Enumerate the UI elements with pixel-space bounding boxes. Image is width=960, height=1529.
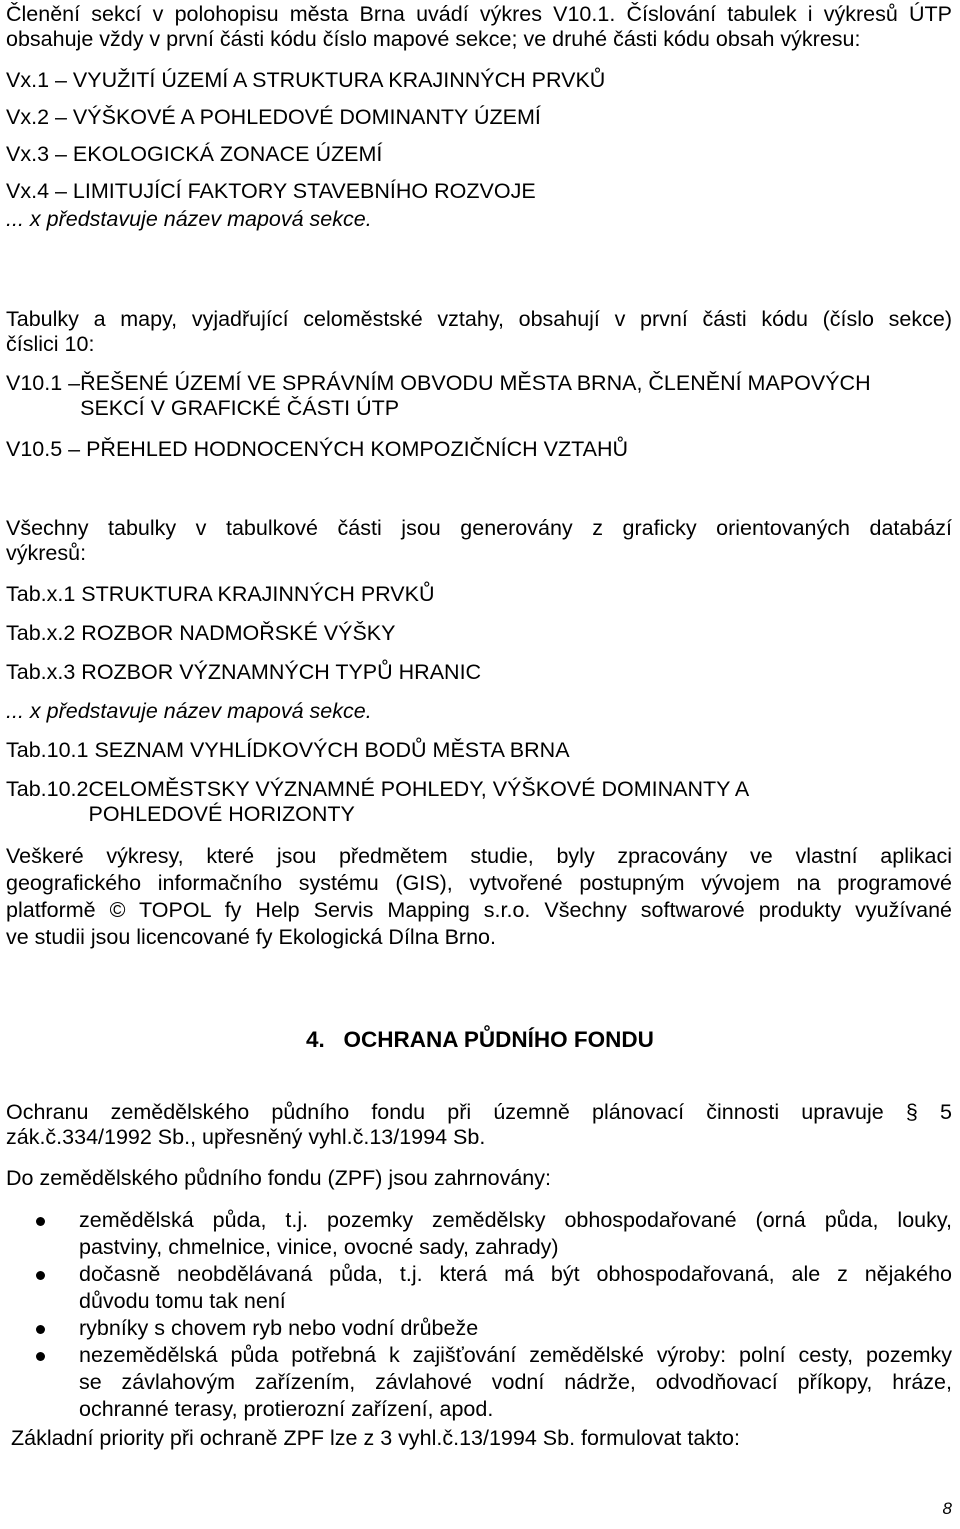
list-item [6, 1261, 952, 1315]
tab-x-item: Tab.x.1 STRUKTURA KRAJINNÝCH PRVKŮ [6, 582, 435, 606]
all-tables-paragraph [6, 516, 952, 566]
bullet-line: rybníky s chovem ryb nebo vodní drůbeže [79, 1316, 479, 1340]
priority-line: Základní priority při ochraně ZPF lze z 3 vyhl.č.13/1994 Sb. formulovat takto: [11, 1426, 740, 1450]
x-note: ... x představuje název mapová sekce. [6, 699, 372, 723]
list-item [6, 1342, 952, 1423]
bullet-line: ochranné terasy, protierozní zařízení, apod. [79, 1397, 494, 1421]
zpf-bullet-list [6, 1207, 952, 1423]
intro-line-1: Členění sekcí v polohopisu města Brna uvádí výkres V10.1. Číslování tabulek i výkresů ÚTP [6, 2, 952, 26]
ochrana-line-1: Ochranu zemědělského půdního fondu při územně plánovací činnosti upravuje § 5 [6, 1100, 952, 1124]
gis-line-3: platformě © TOPOL fy Help Servis Mapping s.r.o. Všechny softwarové produkty využívané [6, 898, 952, 922]
vx-item: Vx.1 – VYUŽITÍ ÚZEMÍ A STRUKTURA KRAJINNÝCH PRVKŮ [6, 68, 606, 92]
tables-intro-line-2: číslici 10: [6, 332, 95, 356]
v10-1-item [6, 371, 871, 421]
all-tables-line-1: Všechny tabulky v tabulkové části jsou generovány z graficky orientovaných databází [6, 516, 952, 540]
gis-line-4: ve studii jsou licencované fy Ekologická Dílna Brno. [6, 925, 496, 949]
bullet-line: dočasně neobdělávaná půda, t.j. která má být obhospodařovaná, ale z nějakého [79, 1262, 952, 1286]
zpf-intro: Do zemědělského půdního fondu (ZPF) jsou zahrnovány: [6, 1166, 551, 1190]
vx-item: Vx.2 – VÝŠKOVÉ A POHLEDOVÉ DOMINANTY ÚZEMÍ [6, 105, 541, 129]
tables-intro-line-1: Tabulky a mapy, vyjadřující celoměstské vztahy, obsahují v první části kódu (číslo sekce) [6, 307, 952, 331]
gis-paragraph [6, 843, 952, 951]
v10-1-line-2: SEKCÍ V GRAFICKÉ ČÁSTI ÚTP [80, 396, 400, 420]
ochrana-paragraph [6, 1100, 952, 1150]
list-item [6, 1207, 952, 1261]
tab-x-list [6, 582, 749, 827]
x-note: ... x představuje název mapová sekce. [6, 207, 372, 231]
vx-list [6, 68, 605, 232]
v10-5-item: V10.5 – PŘEHLED HODNOCENÝCH KOMPOZIČNÍCH VZTAHŮ [6, 437, 629, 461]
tab-10-2-code: Tab.10.2 [6, 777, 89, 801]
vx-item: Vx.3 – EKOLOGICKÁ ZONACE ÚZEMÍ [6, 142, 383, 166]
bullet-line: důvodu tomu tak není [79, 1289, 286, 1313]
gis-line-2: geografického informačního systému (GIS), vytvořené postupným vývojem na programové [6, 871, 952, 895]
section-heading: 4. OCHRANA PŮDNÍHO FONDU [306, 1027, 654, 1052]
bullet-line: zemědělská půda, t.j. pozemky zemědělsky obhospodařované (orná půda, louky, [79, 1208, 952, 1232]
tab-10-2-item [6, 777, 749, 827]
list-item [6, 1315, 952, 1342]
bullet-line: nezemědělská půda potřebná k zajišťování zemědělské výroby: polní cesty, pozemky [79, 1343, 952, 1367]
intro-line-2: obsahuje vždy v první části kódu číslo mapové sekce; ve druhé části kódu obsah výkresu: [6, 27, 861, 51]
bullet-line: se závlahovým zařízením, závlahové vodní nádrže, odvodňovací příkopy, hráze, [79, 1370, 952, 1394]
tab-10-1-item: Tab.10.1 SEZNAM VYHLÍDKOVÝCH BODŮ MĚSTA BRNA [6, 738, 570, 762]
tab-10-2-line-1: CELOMĚSTSKY VÝZNAMNÉ POHLEDY, VÝŠKOVÉ DOMINANTY A [88, 777, 750, 801]
gis-line-1: Veškeré výkresy, které jsou předmětem studie, byly zpracovány ve vlastní aplikaci [6, 844, 952, 868]
page-number: 8 [942, 1499, 952, 1518]
v10-1-line-1: ŘEŠENÉ ÚZEMÍ VE SPRÁVNÍM OBVODU MĚSTA BRNA, ČLENĚNÍ MAPOVÝCH [80, 371, 871, 395]
vx-item: Vx.4 – LIMITUJÍCÍ FAKTORY STAVEBNÍHO ROZVOJE [6, 179, 536, 203]
intro-paragraph [6, 2, 952, 52]
tab-10-2-line-2: POHLEDOVÉ HORIZONTY [88, 802, 355, 826]
all-tables-line-2: výkresů: [6, 541, 87, 565]
tables-intro-paragraph [6, 307, 952, 357]
tab-x-item: Tab.x.2 ROZBOR NADMOŘSKÉ VÝŠKY [6, 621, 396, 645]
ochrana-line-2: zák.č.334/1992 Sb., upřesněný vyhl.č.13/1994 Sb. [6, 1125, 486, 1149]
tab-x-item: Tab.x.3 ROZBOR VÝZNAMNÝCH TYPŮ HRANIC [6, 660, 482, 684]
bullet-line: pastviny, chmelnice, vinice, ovocné sady, zahrady) [79, 1235, 559, 1259]
v10-1-code: V10.1 – [6, 371, 81, 395]
